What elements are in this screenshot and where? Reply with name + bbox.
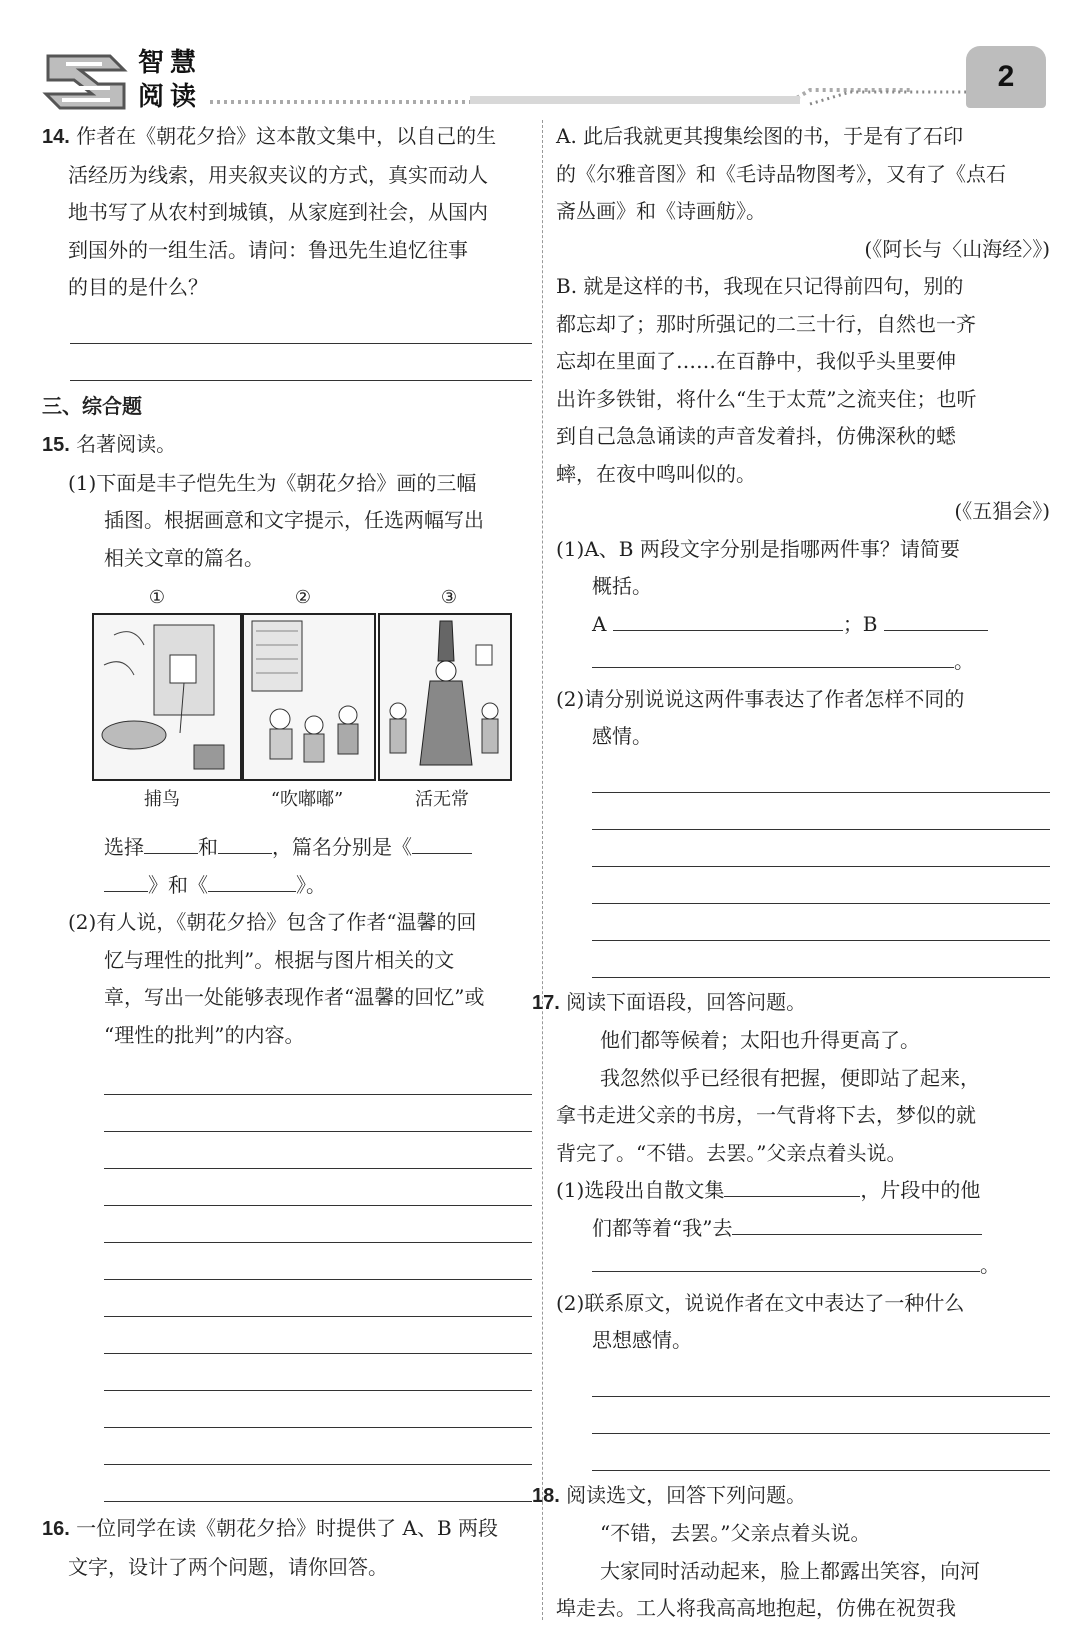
answer-line[interactable] bbox=[104, 1317, 532, 1354]
illustration-group bbox=[42, 587, 532, 817]
left-column bbox=[42, 118, 532, 1586]
illustration-blowing-horn bbox=[242, 613, 376, 781]
answer-line[interactable] bbox=[104, 1391, 532, 1428]
question-number: 18. bbox=[532, 1484, 560, 1507]
answer-line[interactable] bbox=[592, 793, 1050, 830]
answer-line[interactable] bbox=[104, 1280, 532, 1317]
picture-number: ③ bbox=[440, 587, 458, 608]
ab-answer-line bbox=[556, 606, 1050, 644]
answer-line[interactable] bbox=[592, 904, 1050, 941]
answer-line[interactable] bbox=[592, 1397, 1050, 1434]
text-line: 蟀，在夜中鸣叫似的。 bbox=[556, 461, 756, 486]
text-fragment: 》和《 bbox=[148, 872, 208, 897]
answer-line[interactable] bbox=[104, 1095, 532, 1132]
text-line: 地书写了从农村到城镇，从家庭到社会，从国内 bbox=[68, 200, 488, 224]
text-line: 插图。根据画意和文字提示，任选两幅写出 bbox=[104, 508, 484, 532]
text-line: 忆与理性的批判”。根据与图片相关的文 bbox=[104, 947, 455, 972]
choose-line bbox=[42, 829, 532, 867]
blank[interactable] bbox=[592, 1249, 980, 1272]
text-line: 的《尔雅音图》和《毛诗品物图考》，又有了《点石 bbox=[556, 161, 1006, 186]
answer-line[interactable] bbox=[70, 344, 532, 381]
text-line: (2)请分别说说这两件事表达了作者怎样不同的 bbox=[556, 686, 965, 711]
picture-number: ① bbox=[148, 587, 166, 608]
text-line: 大家同时活动起来，脸上都露出笑容，向河 bbox=[600, 1558, 980, 1583]
answer-line[interactable] bbox=[104, 1243, 532, 1280]
label-b: ；B bbox=[842, 611, 878, 636]
question-14 bbox=[42, 118, 532, 381]
answer-line[interactable] bbox=[104, 1058, 532, 1095]
q17-part1-line-2 bbox=[556, 1210, 1050, 1248]
q17-part1-line bbox=[556, 1172, 1050, 1210]
question-number: 16. bbox=[42, 1518, 70, 1540]
answer-line[interactable] bbox=[104, 1169, 532, 1206]
question-number: 14. bbox=[42, 126, 70, 148]
answer-area bbox=[104, 1058, 532, 1502]
answer-line[interactable] bbox=[592, 941, 1050, 978]
ab-answer-line-2 bbox=[556, 643, 1050, 681]
text-line: 章，写出一处能够表现作者“温馨的回忆”或 bbox=[104, 985, 485, 1009]
text-line: (1)下面是丰子恺先生为《朝花夕拾》画的三幅 bbox=[68, 470, 477, 495]
blank[interactable] bbox=[104, 869, 148, 892]
text-line: 都忘却了；那时所强记的二三十行，自然也一齐 bbox=[556, 311, 976, 336]
blank[interactable] bbox=[732, 1212, 982, 1235]
text-line: 斋丛画》和《诗画舫》。 bbox=[556, 199, 766, 223]
text-fragment: ，片段中的他 bbox=[860, 1178, 981, 1202]
picture-caption: 捕鸟 bbox=[144, 789, 180, 810]
text-line: 的目的是什么？ bbox=[68, 275, 208, 299]
question-title: 名著阅读。 bbox=[76, 432, 177, 456]
text-line: (2)联系原文，说说作者在文中表达了一种什么 bbox=[556, 1290, 965, 1315]
text-line: 埠走去。工人将我高高地抱起，仿佛在祝贺我 bbox=[556, 1596, 956, 1620]
label-a: A bbox=[592, 611, 607, 636]
blank-a[interactable] bbox=[613, 608, 843, 631]
answer-line[interactable] bbox=[104, 1206, 532, 1243]
question-number: 17. bbox=[532, 991, 560, 1014]
question-number: 15. bbox=[42, 434, 70, 456]
picture-caption: “吹嘟嘟” bbox=[270, 789, 344, 810]
blank[interactable] bbox=[724, 1174, 860, 1197]
text-line: 拿书走进父亲的书房，一气背将下去，梦似的就 bbox=[556, 1103, 976, 1127]
passage-a bbox=[556, 118, 1050, 268]
source-citation: (《五猖会》) bbox=[954, 499, 1050, 523]
passage-b bbox=[556, 268, 1050, 531]
text-fragment: 选择 bbox=[104, 835, 144, 859]
answer-line[interactable] bbox=[592, 867, 1050, 904]
text-fragment: ，篇名分别是《 bbox=[272, 835, 412, 859]
text-line: (2)有人说，《朝花夕拾》包含了作者“温馨的回 bbox=[68, 910, 477, 934]
text-line: 我忽然似乎已经很有把握，便即站了起来， bbox=[600, 1065, 980, 1090]
q17-part1-line-3 bbox=[556, 1247, 1050, 1285]
illustration-wuchang bbox=[378, 613, 512, 781]
answer-line[interactable] bbox=[104, 1354, 532, 1391]
section-heading: 三、综合题 bbox=[42, 395, 142, 418]
answer-line[interactable] bbox=[592, 1434, 1050, 1471]
text-line: 到自己急急诵读的声音发着抖，仿佛深秋的蟋 bbox=[556, 424, 956, 448]
text-line: 背完了。“不错。去罢。”父亲点着头说。 bbox=[556, 1140, 907, 1165]
blank[interactable] bbox=[208, 869, 296, 892]
blank[interactable] bbox=[144, 831, 198, 854]
answer-area bbox=[592, 756, 1050, 978]
illustration-catching-birds bbox=[92, 613, 242, 781]
text-line: “理性的批判”的内容。 bbox=[104, 1022, 305, 1047]
page-number: 2 bbox=[966, 46, 1046, 108]
answer-line[interactable] bbox=[104, 1132, 532, 1169]
text-line: 活经历为线索，用夹叙夹议的方式，真实而动人 bbox=[68, 162, 488, 187]
text-line: 他们都等候着；太阳也升得更高了。 bbox=[600, 1028, 920, 1052]
question-17 bbox=[532, 984, 1050, 1471]
text-line: 出许多铁钳，将什么“生于太荒”之流夹住；也听 bbox=[556, 386, 977, 411]
logo-icon bbox=[40, 48, 132, 114]
blank-b[interactable] bbox=[884, 608, 988, 631]
text-fragment: (1)选段出自散文集 bbox=[556, 1178, 725, 1202]
page-header bbox=[0, 0, 1080, 120]
text-line: 到国外的一组生活。请问：鲁迅先生追忆往事 bbox=[68, 237, 468, 262]
blank[interactable] bbox=[592, 645, 954, 668]
answer-line[interactable] bbox=[104, 1428, 532, 1465]
answer-line[interactable] bbox=[592, 830, 1050, 867]
brand-title: 智慧阅读 bbox=[138, 48, 203, 112]
text-line: 作者在《朝花夕拾》这本散文集中，以自己的生 bbox=[76, 124, 497, 148]
text-line: 思想感情。 bbox=[592, 1328, 692, 1352]
text-fragment: 们都等着“我”去 bbox=[592, 1215, 733, 1240]
choose-line-2 bbox=[42, 867, 532, 905]
header-decoration bbox=[210, 80, 970, 120]
text-line: 文字，设计了两个问题，请你回答。 bbox=[68, 1554, 388, 1579]
text-line: 忘却在里面了……在百静中，我似乎头里要伸 bbox=[556, 349, 956, 373]
text-line: 一位同学在读《朝花夕拾》时提供了 A、B 两段 bbox=[76, 1516, 499, 1540]
text-line: B. 就是这样的书，我现在只记得前四句，别的 bbox=[556, 274, 964, 298]
text-line: (1)A、B 两段文字分别是指哪两件事？请简要 bbox=[556, 536, 960, 561]
text-fragment: 》。 bbox=[296, 872, 326, 897]
period: 。 bbox=[954, 649, 974, 673]
text-line: 概括。 bbox=[592, 574, 652, 598]
question-title: 阅读选文，回答下列问题。 bbox=[566, 1482, 807, 1507]
text-line: 相关文章的篇名。 bbox=[104, 545, 264, 570]
answer-line[interactable] bbox=[592, 756, 1050, 793]
answer-area bbox=[592, 1360, 1050, 1471]
text-line: “不错，去罢。”父亲点着头说。 bbox=[600, 1521, 871, 1545]
answer-line[interactable] bbox=[592, 1360, 1050, 1397]
picture-number: ② bbox=[294, 587, 312, 608]
text-line: A. 此后我就更其搜集绘图的书，于是有了石印 bbox=[556, 124, 964, 148]
question-16 bbox=[42, 1510, 532, 1586]
answer-line[interactable] bbox=[104, 1465, 532, 1502]
blank[interactable] bbox=[412, 831, 472, 854]
period: 。 bbox=[980, 1253, 1000, 1277]
question-title: 阅读下面语段，回答问题。 bbox=[566, 989, 807, 1014]
blank[interactable] bbox=[218, 831, 272, 854]
picture-caption: 活无常 bbox=[415, 789, 469, 810]
question-18 bbox=[532, 1477, 1050, 1628]
question-15 bbox=[42, 426, 532, 1502]
right-column bbox=[532, 118, 1050, 1628]
text-fragment: 和 bbox=[198, 835, 218, 859]
answer-line[interactable] bbox=[70, 307, 532, 344]
source-citation: (《阿长与〈山海经〉》) bbox=[864, 236, 1050, 261]
text-line: 感情。 bbox=[592, 724, 652, 748]
